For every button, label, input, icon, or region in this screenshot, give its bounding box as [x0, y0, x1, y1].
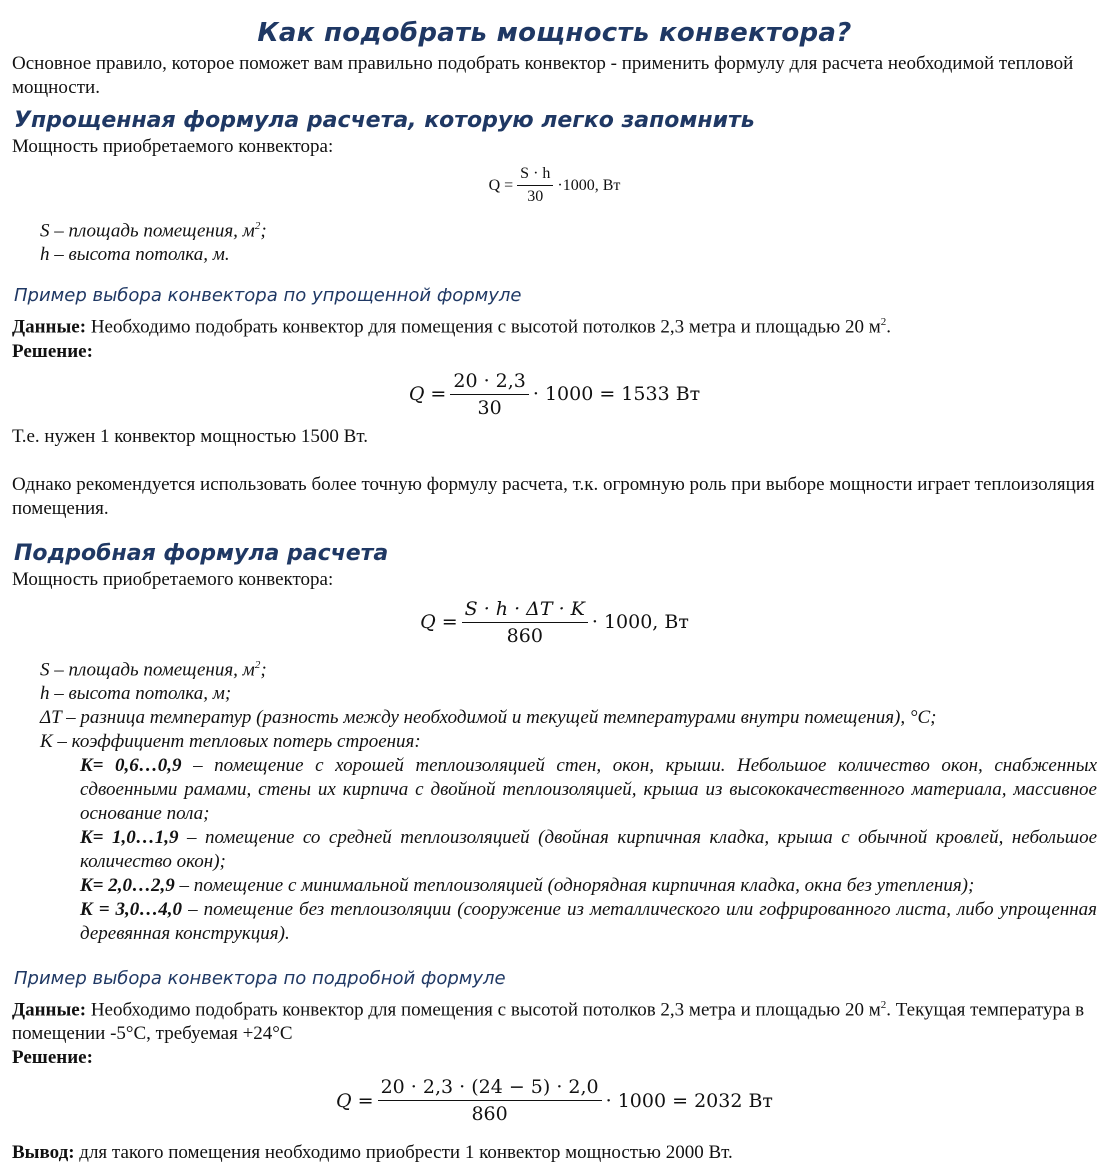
formula-numerator: S · h · ΔT · K: [462, 598, 588, 623]
example1-solution-label: Решение:: [12, 340, 93, 362]
intro-paragraph: Основное правило, которое поможет вам правильно подобрать конвектор - применить формулу для расчета необходимой тепловой мощности.: [12, 53, 1074, 98]
detailed-definitions: [40, 653, 1097, 754]
data-label: Данные:: [12, 999, 87, 1021]
example2-data: [12, 993, 1097, 1046]
simple-definitions: [40, 214, 1097, 267]
formula-numerator: 20 · 2,3 · (24 − 5) · 2,0: [378, 1076, 602, 1101]
example1-heading: Пример выбора конвектора по упрощенной формуле: [14, 285, 522, 307]
formula-lhs: Q =: [420, 611, 458, 634]
k-label: K= 1,0…1,9: [80, 826, 179, 848]
example2-heading: Пример выбора конвектора по подробной формуле: [14, 967, 506, 989]
data-text: Необходимо подобрать конвектор для помещения с высотой потолков 2,3 метра и площадью 20 м: [86, 316, 881, 338]
k-text: – помещение с минимальной теплоизоляцией (однорядная кирпичная кладка, окна без утепления);: [174, 874, 975, 896]
conclusion-text: для такого помещения необходимо приобрести 1 конвектор мощностью 2000 Вт.: [74, 1142, 733, 1164]
formula-rhs: · 1000 = 2032 Вт: [605, 1089, 773, 1112]
detailed-formula-heading: Подробная формула расчета: [14, 540, 389, 566]
data-sup: 2: [880, 998, 887, 1011]
example1-result: Т.е. нужен 1 конвектор мощностью 1500 Вт.: [12, 425, 368, 447]
page-title: Как подобрать мощность конвектора?: [257, 18, 852, 48]
example1-formula: [12, 370, 1097, 419]
formula-lhs: Q =: [408, 383, 447, 406]
k-label: K = 3,0…4,0: [80, 898, 183, 920]
def-s-text: S – площадь помещения, м: [40, 220, 255, 242]
data-text: Необходимо подобрать конвектор для помещения с высотой потолков 2,3 метра и площадью 20 м: [86, 999, 881, 1021]
k-item: [80, 754, 1097, 826]
formula-lhs: Q =: [488, 176, 514, 194]
detailed-lead: Мощность приобретаемого конвектора:: [12, 568, 334, 590]
def-h: h – высота потолка, м.: [40, 244, 230, 266]
example2-solution-label: Решение:: [12, 1047, 93, 1069]
k-text: – помещение с хорошей теплоизоляцией стен, окон, крыши. Небольшое количество окон, снабженных сдвоенными рамами, стены их кирпича с двойной теплоизоляцией, крыша из высококачественного материала, массивное основание пола;: [80, 754, 1097, 824]
formula-fraction: [462, 598, 588, 647]
k-item: [80, 898, 1097, 946]
def-s: [40, 214, 1097, 243]
formula-denominator: 30: [477, 396, 502, 419]
formula-fraction: [450, 370, 529, 419]
formula-denominator: 30: [527, 188, 544, 205]
example2-formula: [12, 1076, 1097, 1125]
def-s-sup: 2: [254, 658, 261, 671]
def-s-end: ;: [260, 220, 267, 242]
simple-lead: Мощность приобретаемого конвектора:: [12, 136, 334, 157]
formula-rhs: · 1000 = 1533 Вт: [532, 383, 701, 406]
k-item: [80, 826, 1097, 874]
formula-denominator: 860: [471, 1103, 508, 1126]
data-end: . Текущая температура в помещении -5°С, требуемая +24°С: [12, 999, 1085, 1045]
data-sup: 2: [880, 316, 887, 329]
k-item: [80, 874, 1097, 898]
formula-rhs: · 1000, Вт: [591, 611, 689, 634]
example2-conclusion: [12, 1141, 1097, 1165]
k-label: K= 0,6…0,9: [80, 754, 182, 776]
data-end: .: [886, 316, 892, 338]
example1-data: [12, 310, 1097, 339]
k-label: K= 2,0…2,9: [80, 874, 175, 896]
k-text: – помещение без теплоизоляции (сооружение из металлического или гофрированного листа, либо упрощенная деревянная конструкция).: [80, 898, 1098, 944]
document-page: [12, 0, 1097, 1165]
data-label: Данные:: [12, 316, 87, 338]
formula-numerator: 20 · 2,3: [450, 370, 529, 395]
conclusion-label: Вывод:: [12, 1142, 75, 1164]
def-dt: ΔT – разница температур (разность между необходимой и текущей температурами внутри помещения), °C;: [40, 706, 937, 728]
formula-rhs: ·1000, Вт: [557, 176, 621, 194]
def-s-sup: 2: [254, 220, 261, 232]
formula-numerator: S · h: [517, 165, 553, 186]
simple-formula-heading: Упрощенная формула расчета, которую легко запомнить: [14, 108, 755, 133]
def-k: K – коэффициент тепловых потерь строения:: [40, 730, 421, 752]
formula-lhs: Q =: [336, 1089, 374, 1112]
formula-denominator: 860: [506, 624, 543, 647]
simple-formula: [12, 165, 1097, 206]
formula-fraction: [378, 1076, 602, 1125]
def-s: [40, 653, 1097, 682]
example1-note: Однако рекомендуется использовать более точную формулу расчета, т.к. огромную роль при выборе мощности играет теплоизоляция помещения.: [12, 473, 1095, 519]
def-s-text: S – площадь помещения, м: [40, 658, 255, 680]
formula-fraction: [517, 165, 553, 206]
k-text: – помещение со средней теплоизоляцией (двойная кирпичная кладка, крыша с обычной кровлей, небольшое количество окон);: [80, 826, 1097, 872]
k-coefficient-list: [80, 754, 1097, 946]
detailed-formula: [12, 598, 1097, 647]
def-s-end: ;: [260, 658, 267, 680]
def-h: h – высота потолка, м;: [40, 682, 232, 704]
